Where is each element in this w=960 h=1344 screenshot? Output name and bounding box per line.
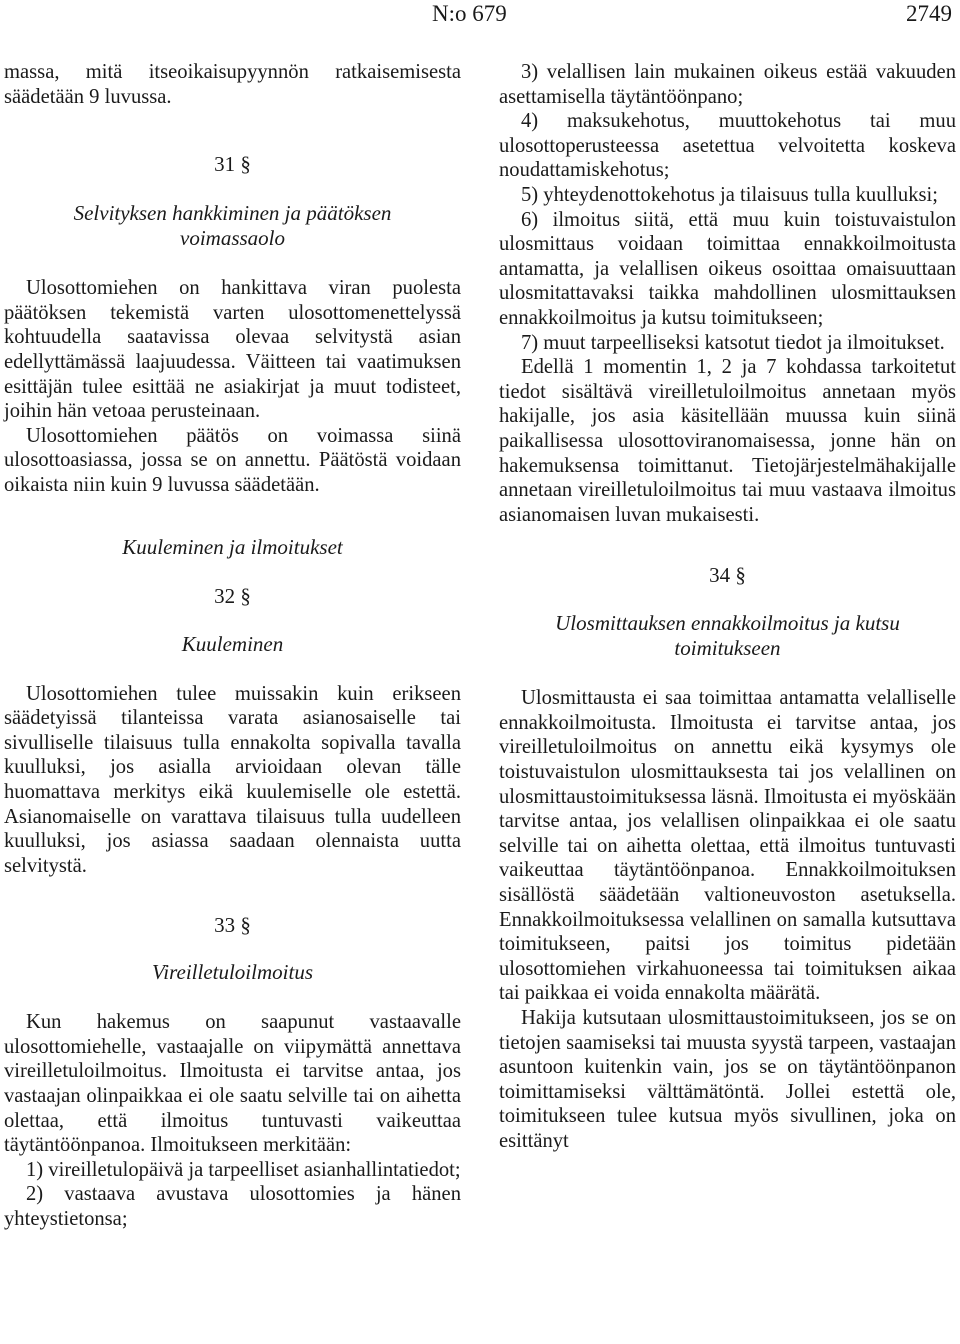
chapter-heading: Kuuleminen ja ilmoitukset — [122, 534, 343, 559]
list-item-4: 4) maksukehotus, muuttokehotus tai muu ulosottoperusteessa asetettua velvoitetta koskeva noudattamiskehotus; — [499, 110, 956, 182]
paragraph-continued: massa, mitä itseoikaisupyynnön ratkaisemisesta säädetään 9 luvussa. — [4, 61, 461, 108]
section-34-title: Ulosmittauksen ennakkoilmoitus ja kutsu toimitukseen — [555, 611, 900, 661]
section-34-paragraph-1: Ulosmittausta ei saa toimittaa antamatta velalliselle ennakkoilmoitusta. Ilmoitusta ei tarvitse antaa, jos vireilletuloilmoitus on annettu eikä kysymys ole toistuvaistulon ulosmittauksesta tai jos velallinen on ulosmittaustoimituksessa läsnä. Ilmoitusta ei myöskään tarvitse antaa, jos velallisen olinpaikkaa ei ole saatu selville tai on aihetta olettaa, että ilmoitus tuntuvasti vaikeuttaa täytäntöönpanoa. Ennakkoilmoituksen sisällöstä säädetään valtioneuvoston asetuksella. Ennakkoilmoituksessa velallinen on samalla kutsuttava toimitukseen, paitsi jos toimitus pidetään ulosottomiehen virkahuoneessa tai toimituksen aikaa tai paikkaa ei voida ennakolta määrätä. — [499, 687, 957, 1005]
section-32-paragraph-1: Ulosottomiehen tulee muissakin kuin erikseen säädetyissä tilanteissa varata asianosaiselle tai sivulliselle tilaisuus tulla ennakolta sopivalla tavalla kuulluksi, jos asialla arvioidaan olevan tälle huomattava merkitys eikä kuulemiselle ole estettä. Asianomaiselle on varattava tilaisuus tulla uudelleen kuulluksi, jos asiassa saadaan olennaista uutta selvitystä. — [4, 682, 461, 877]
list-item-1: 1) vireilletulopäivä ja tarpeelliset asianhallintatiedot; — [26, 1158, 461, 1181]
section-34-number: 34 § — [709, 563, 746, 588]
section-31-title: Selvityksen hankkiminen ja päätöksen voimassaolo — [73, 201, 392, 251]
section-31-paragraph-2: Ulosottomiehen päätös on voimassa siinä ulosottoasiassa, jossa se on annettu. Päätöstä voidaan oikaista niin kuin 9 luvussa säädetään. — [4, 424, 461, 496]
section-34-paragraph-2: Hakija kutsutaan ulosmittaustoimitukseen, jos se on tietojen saamiseksi tai muusta syystä tarpeen, vastaajan asuntoon kuitenkin vain, jos se on täytäntöönpanon toimittamiseksi välttämätöntä. Jollei estettä ole, toimitukseen tulee kutsua myös sivullinen, joka on esittänyt — [499, 1007, 956, 1152]
list-item-7: 7) muut tarpeelliseksi katsotut tiedot ja ilmoitukset. — [521, 331, 945, 354]
list-item-6: 6) ilmoitus siitä, että muu kuin toistuvaistulon ulosmittaus voidaan toimittaa ennakkoilmoitusta antamatta, ja velallisen oikeus osoittaa omaisuuttaan ulosmitattavaksi taikka mahdollinen ulosmittauksen ennakkoilmoitus ja kutsu toimitukseen; — [499, 208, 956, 329]
list-item-2: 2) vastaava avustava ulosottomies ja hänen yhteystietonsa; — [4, 1183, 461, 1231]
section-32-number: 32 § — [214, 583, 251, 608]
statute-number: N:o 679 — [432, 1, 507, 26]
section-32-title: Kuuleminen — [181, 631, 284, 656]
section-31-number: 31 § — [214, 152, 251, 177]
section-33-paragraph-1: Kun hakemus on saapunut vastaavalle ulosottomiehelle, vastaajalle on viipymättä annettava vireilletuloilmoitus. Ilmoitusta ei tarvitse antaa, jos vastaajan olinpaikkaa ei ole saatu selville tai on aihetta olettaa, että ilmoitus tuntuvasti vaikeuttaa täytäntöönpanoa. Ilmoitukseen merkitään: — [4, 1011, 461, 1157]
section-33-title: Vireilletuloilmoitus — [152, 960, 313, 985]
section-31-paragraph-1: Ulosottomiehen on hankittava viran puolesta päätöksen tekemistä varten ulosottomenettelyssä kohtuudella saatavissa olevaa selvitystä asian edellyttämässä laajuudessa. Väitteen tai vaatimuksen esittäjän tulee esittää ne asiakirjat ja muut todisteet, joihin hän vetoaa perusteinaan. — [4, 277, 461, 423]
section-33-number: 33 § — [214, 913, 251, 938]
right-column — [499, 60, 956, 1154]
list-item-5: 5) yhteydenottokehotus ja tilaisuus tulla kuulluksi; — [521, 183, 938, 206]
list-item-3: 3) velallisen lain mukainen oikeus estää vakuuden asettamisella täytäntöönpano; — [499, 61, 956, 108]
left-column — [4, 60, 461, 1232]
page-number: 2749 — [906, 1, 952, 26]
page-header — [0, 0, 960, 30]
section-33-paragraph-2: Edellä 1 momentin 1, 2 ja 7 kohdassa tarkoitetut tiedot sisältävä vireilletuloilmoitus annetaan myös hakijalle, jos asia käsitellään muussa kuin siinä paikallisessa ulosottoviranomaisessa, jonne hän on hakemuksensa toimittanut. Tietojärjestelmähakijalle annetaan vireilletuloilmoitus tai muu vastaava ilmoitus asianomaisen luvan mukaisesti. — [499, 356, 956, 526]
